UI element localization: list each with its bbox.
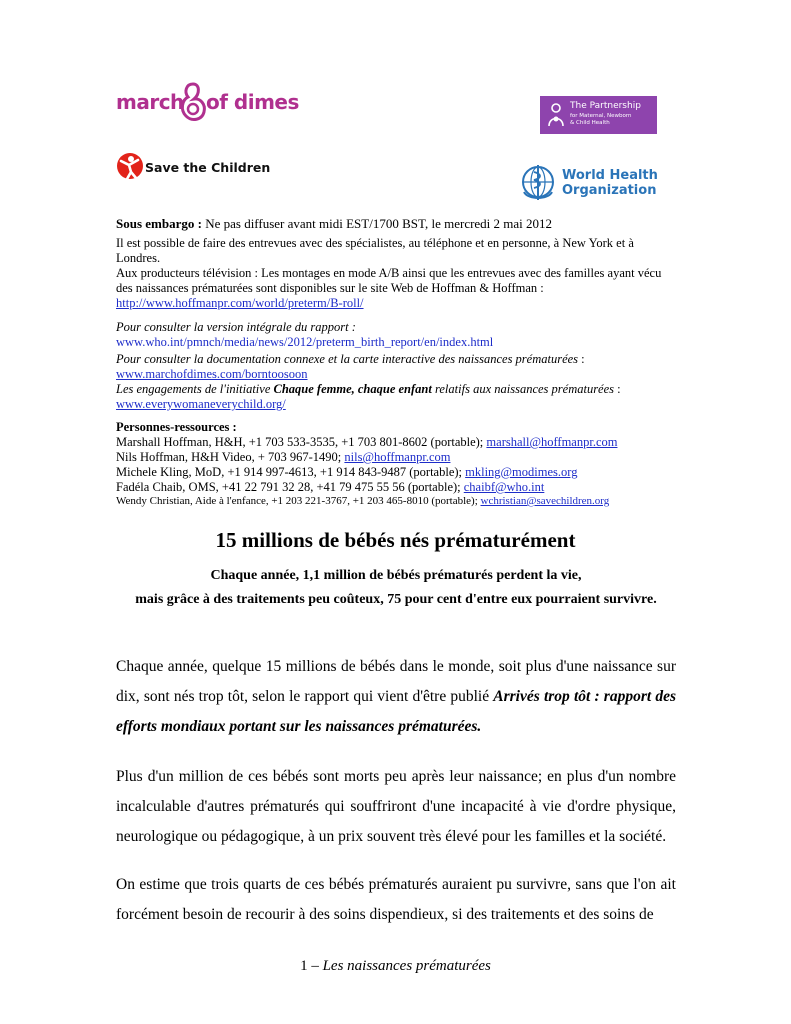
commitments-initiative: Chaque femme, chaque enfant — [273, 382, 432, 396]
contact-text: Nils Hoffman, H&H Video, + 703 967-1490; — [116, 450, 345, 464]
who-logo — [518, 162, 658, 204]
who-emblem-icon — [518, 162, 558, 204]
article-title: 15 millions de bébés nés prématurément — [215, 528, 576, 552]
contact-email-link[interactable]: wchristian@savechildren.org — [480, 495, 610, 507]
contact-row — [116, 480, 676, 495]
contact-row — [116, 465, 676, 480]
march-of-dimes-logo — [116, 80, 298, 124]
embargo-text: Ne pas diffuser avant midi EST/1700 BST, le mercredi 2 mai 2012 — [201, 216, 553, 231]
who-text-line-2: Organization — [562, 183, 657, 198]
page-number: 1 – — [300, 958, 323, 974]
report-label: Pour consulter la version intégrale du rapport : — [116, 320, 356, 334]
docs-label: Pour consulter la documentation connexe et la carte interactive des naissances prématurées — [116, 352, 579, 366]
docs-note — [116, 352, 676, 412]
subtitle-1: Chaque année, 1,1 million de bébés prématurés perdent la vie, — [210, 568, 582, 583]
interviews-text: Il est possible de faire des entrevues avec des spécialistes, au téléphone et en personne, à New York et à Londres. — [116, 236, 634, 265]
report-title-emphasis: Arrivés trop tôt : rapport des efforts mondiaux portant sur les naissances prématurées. — [116, 688, 676, 735]
partnership-subtitle-line-1: for Maternal, Newborn — [570, 113, 632, 119]
producers-note — [116, 266, 676, 311]
contact-text: Fadéla Chaib, OMS, +41 22 791 32 28, +41 79 475 55 56 (portable); — [116, 480, 464, 494]
report-note — [116, 320, 676, 350]
contacts-section — [116, 420, 676, 508]
report-link[interactable]: www.who.int/pmnch/media/news/2012/preterm_birth_report/en/index.html — [116, 335, 494, 349]
contact-row — [116, 450, 676, 465]
contact-email-link[interactable]: marshall@hoffmanpr.com — [486, 435, 618, 449]
broll-link[interactable]: http://www.hoffmanpr.com/world/preterm/B-roll/ — [116, 296, 364, 310]
contact-email-link[interactable]: chaibf@who.int — [463, 480, 545, 494]
contacts-heading: Personnes-ressources : — [116, 420, 237, 434]
commitments-post: relatifs aux naissances prématurées — [431, 382, 615, 396]
partnership-swirl-icon — [546, 102, 566, 128]
partnership-subtitle-line-2: & Child Health — [570, 120, 610, 126]
who-text-line-1: World Health — [562, 168, 658, 183]
embargo-label: Sous embargo : — [116, 216, 202, 231]
child-figure-icon — [116, 152, 144, 182]
paragraph-1 — [116, 652, 676, 742]
partnership-subtitle — [570, 113, 632, 127]
commitments-colon: : — [614, 382, 621, 396]
mod-logo-text-2: of dimes — [206, 90, 299, 114]
contact-email-link[interactable]: nils@hoffmanpr.com — [344, 450, 451, 464]
partnership-logo — [540, 96, 657, 134]
mother-child-icon — [178, 80, 208, 124]
contact-text: Wendy Christian, Aide à l'enfance, +1 203 221-3767, +1 203 465-8010 (portable); — [116, 495, 481, 507]
save-the-children-text: Save the Children — [145, 160, 271, 175]
contact-row — [116, 435, 676, 450]
contact-text: Michele Kling, MoD, +1 914 997-4613, +1 914 843-9487 (portable); — [116, 465, 466, 479]
save-the-children-logo — [116, 152, 271, 182]
everywoman-link[interactable]: www.everywomaneverychild.org/ — [116, 397, 286, 411]
contact-row — [116, 495, 676, 508]
paragraph-1-text: Chaque année, quelque 15 millions de bébés dans le monde, soit plus d'une naissance sur dix, sont nés trop tôt, selon le rapport qui vient d'être publié — [116, 658, 676, 705]
subtitle-2: mais grâce à des traitements peu coûteux, 75 pour cent d'entre eux pourraient survivre. — [135, 592, 657, 607]
embargo-notice — [116, 216, 676, 231]
contact-email-link[interactable]: mkling@modimes.org — [465, 465, 578, 479]
docs-colon: : — [578, 352, 585, 366]
page-footer — [0, 958, 791, 975]
paragraph-2: Plus d'un million de ces bébés sont morts peu après leur naissance; en plus d'un nombre incalculable d'autres prématurés qui souffriront d'une incapacité à vie d'ordre physique, neurologique ou pédagogique, à un prix souvent très élevé pour les familles et la société. — [116, 768, 676, 845]
commitments-pre: Les engagements de l'initiative — [116, 382, 274, 396]
borntoosoon-link[interactable]: www.marchofdimes.com/borntoosoon — [116, 367, 308, 381]
interviews-note — [116, 236, 676, 266]
paragraph-3: On estime que trois quarts de ces bébés prématurés auraient pu survivre, sans que l'on ait forcément besoin de recourir à des soins dispendieux, si des traitements et des soins de — [116, 876, 676, 923]
mod-logo-text-1: march — [116, 90, 184, 114]
contact-text: Marshall Hoffman, H&H, +1 703 533-3535, +1 703 801-8602 (portable); — [116, 435, 487, 449]
footer-title: Les naissances prématurées — [322, 958, 491, 974]
producers-text: Aux producteurs télévision : Les montages en mode A/B ainsi que les entrevues avec des familles ayant vécu des naissances prématurées sont disponibles sur le site Web de Hoffman & Hoffman : — [116, 266, 662, 295]
partnership-title: The Partnership — [570, 101, 641, 111]
